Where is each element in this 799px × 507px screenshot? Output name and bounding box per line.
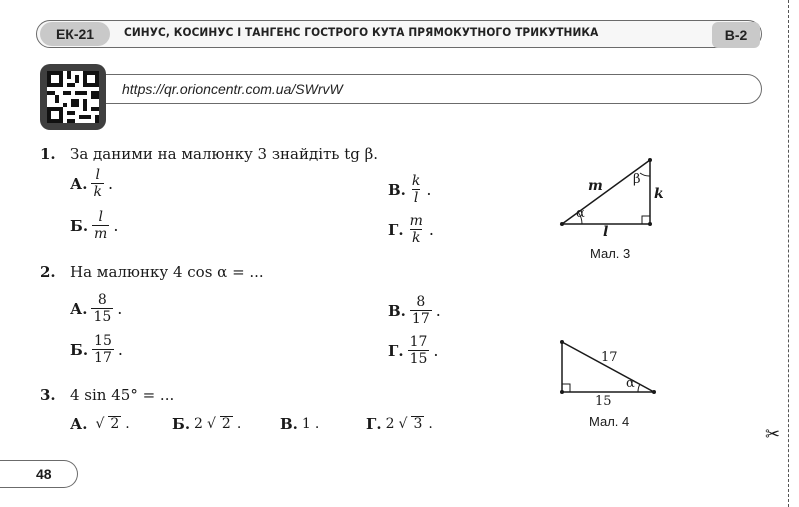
q1-number: 1. bbox=[40, 145, 56, 163]
variant-badge: В-2 bbox=[712, 22, 760, 48]
q3-option-c[interactable]: В. 1 . bbox=[280, 415, 320, 433]
q2-text: На малюнку 4 cos α = ... bbox=[70, 263, 264, 281]
option-label: А. bbox=[70, 299, 88, 318]
option-label: Г. bbox=[366, 415, 382, 433]
fraction: $\frac{15}{17}$ bbox=[94, 333, 112, 366]
q3-text: 4 sin 45° = ... bbox=[70, 386, 175, 404]
q3-number: 3. bbox=[40, 386, 56, 404]
q2-option-d[interactable]: Г. $\frac{17}{15}$ . bbox=[388, 334, 439, 367]
qr-code-icon[interactable] bbox=[47, 71, 99, 123]
option-label: В. bbox=[388, 180, 406, 199]
page-number: 48 bbox=[0, 460, 78, 488]
topic-code-badge: ЕК-21 bbox=[40, 22, 110, 46]
fraction: $\frac{l}{m}$ bbox=[94, 209, 108, 242]
q2-number: 2. bbox=[40, 263, 56, 281]
fig3-label-m: m bbox=[588, 178, 603, 194]
fig4-label-leg: 15 bbox=[595, 394, 612, 409]
option-label: А. bbox=[70, 174, 88, 193]
option-label: Б. bbox=[70, 340, 89, 359]
alpha-arc bbox=[638, 384, 640, 392]
figure-4-triangle bbox=[552, 336, 662, 400]
q1-text: За даними на малюнку 3 знайдіть tg β. bbox=[70, 145, 379, 163]
q2-option-c[interactable]: В. $\frac{8}{17}$ . bbox=[388, 294, 441, 327]
q3-option-d[interactable]: Г. 2 √ 3 . bbox=[366, 415, 433, 433]
fraction: $\frac{m}{k}$ bbox=[409, 213, 423, 246]
fraction: $\frac{17}{15}$ bbox=[409, 334, 428, 367]
fig3-label-beta: β bbox=[633, 172, 641, 187]
option-label: Г. bbox=[388, 220, 404, 239]
beta-arc bbox=[640, 173, 650, 176]
fig3-label-alpha: α bbox=[576, 206, 585, 221]
fig4-label-alpha: α bbox=[626, 376, 635, 391]
option-label: В. bbox=[280, 415, 298, 433]
scissors-icon: ✂ bbox=[765, 424, 781, 445]
q3-option-b[interactable]: Б. 2 √ 2 . bbox=[172, 415, 242, 433]
figure-4-caption: Мал. 4 bbox=[589, 414, 630, 429]
option-label: Г. bbox=[388, 341, 404, 360]
fraction: $\frac{k}{l}$ bbox=[411, 173, 421, 206]
fig4-label-hypotenuse: 17 bbox=[601, 350, 618, 365]
qr-url-link[interactable]: https://qr.orioncentr.com.ua/SWrvW bbox=[122, 81, 343, 97]
fraction: $\frac{8}{17}$ bbox=[411, 294, 430, 327]
cut-line bbox=[788, 0, 789, 507]
q1-option-b[interactable]: Б. $\frac{l}{m}$ . bbox=[70, 209, 119, 242]
fig3-label-k: k bbox=[654, 186, 664, 202]
q2-option-a[interactable]: А. $\frac{8}{15}$ . bbox=[70, 292, 123, 325]
fraction: $\frac{8}{15}$ bbox=[93, 292, 112, 325]
q2-option-b[interactable]: Б. $\frac{15}{17}$ . bbox=[70, 333, 123, 366]
q1-option-a[interactable]: А. $\frac{l}{k}$ . bbox=[70, 167, 114, 200]
figure-3-caption: Мал. 3 bbox=[590, 246, 631, 261]
topic-title: СИНУС, КОСИНУС І ТАНГЕНС ГОСТРОГО КУТА ПРЯМОКУТНОГО ТРИКУТНИКА bbox=[124, 25, 599, 39]
fraction: $\frac{l}{k}$ bbox=[93, 167, 102, 200]
q3-option-a[interactable]: А. √ 2 . bbox=[70, 415, 130, 433]
q1-option-d[interactable]: Г. $\frac{m}{k}$ . bbox=[388, 213, 434, 246]
option-label: В. bbox=[388, 301, 406, 320]
option-label: Б. bbox=[70, 216, 89, 235]
option-label: Б. bbox=[172, 415, 191, 433]
option-label: А. bbox=[70, 415, 88, 433]
q1-option-c[interactable]: В. $\frac{k}{l}$ . bbox=[388, 173, 432, 206]
fig3-label-l: l bbox=[603, 224, 609, 240]
